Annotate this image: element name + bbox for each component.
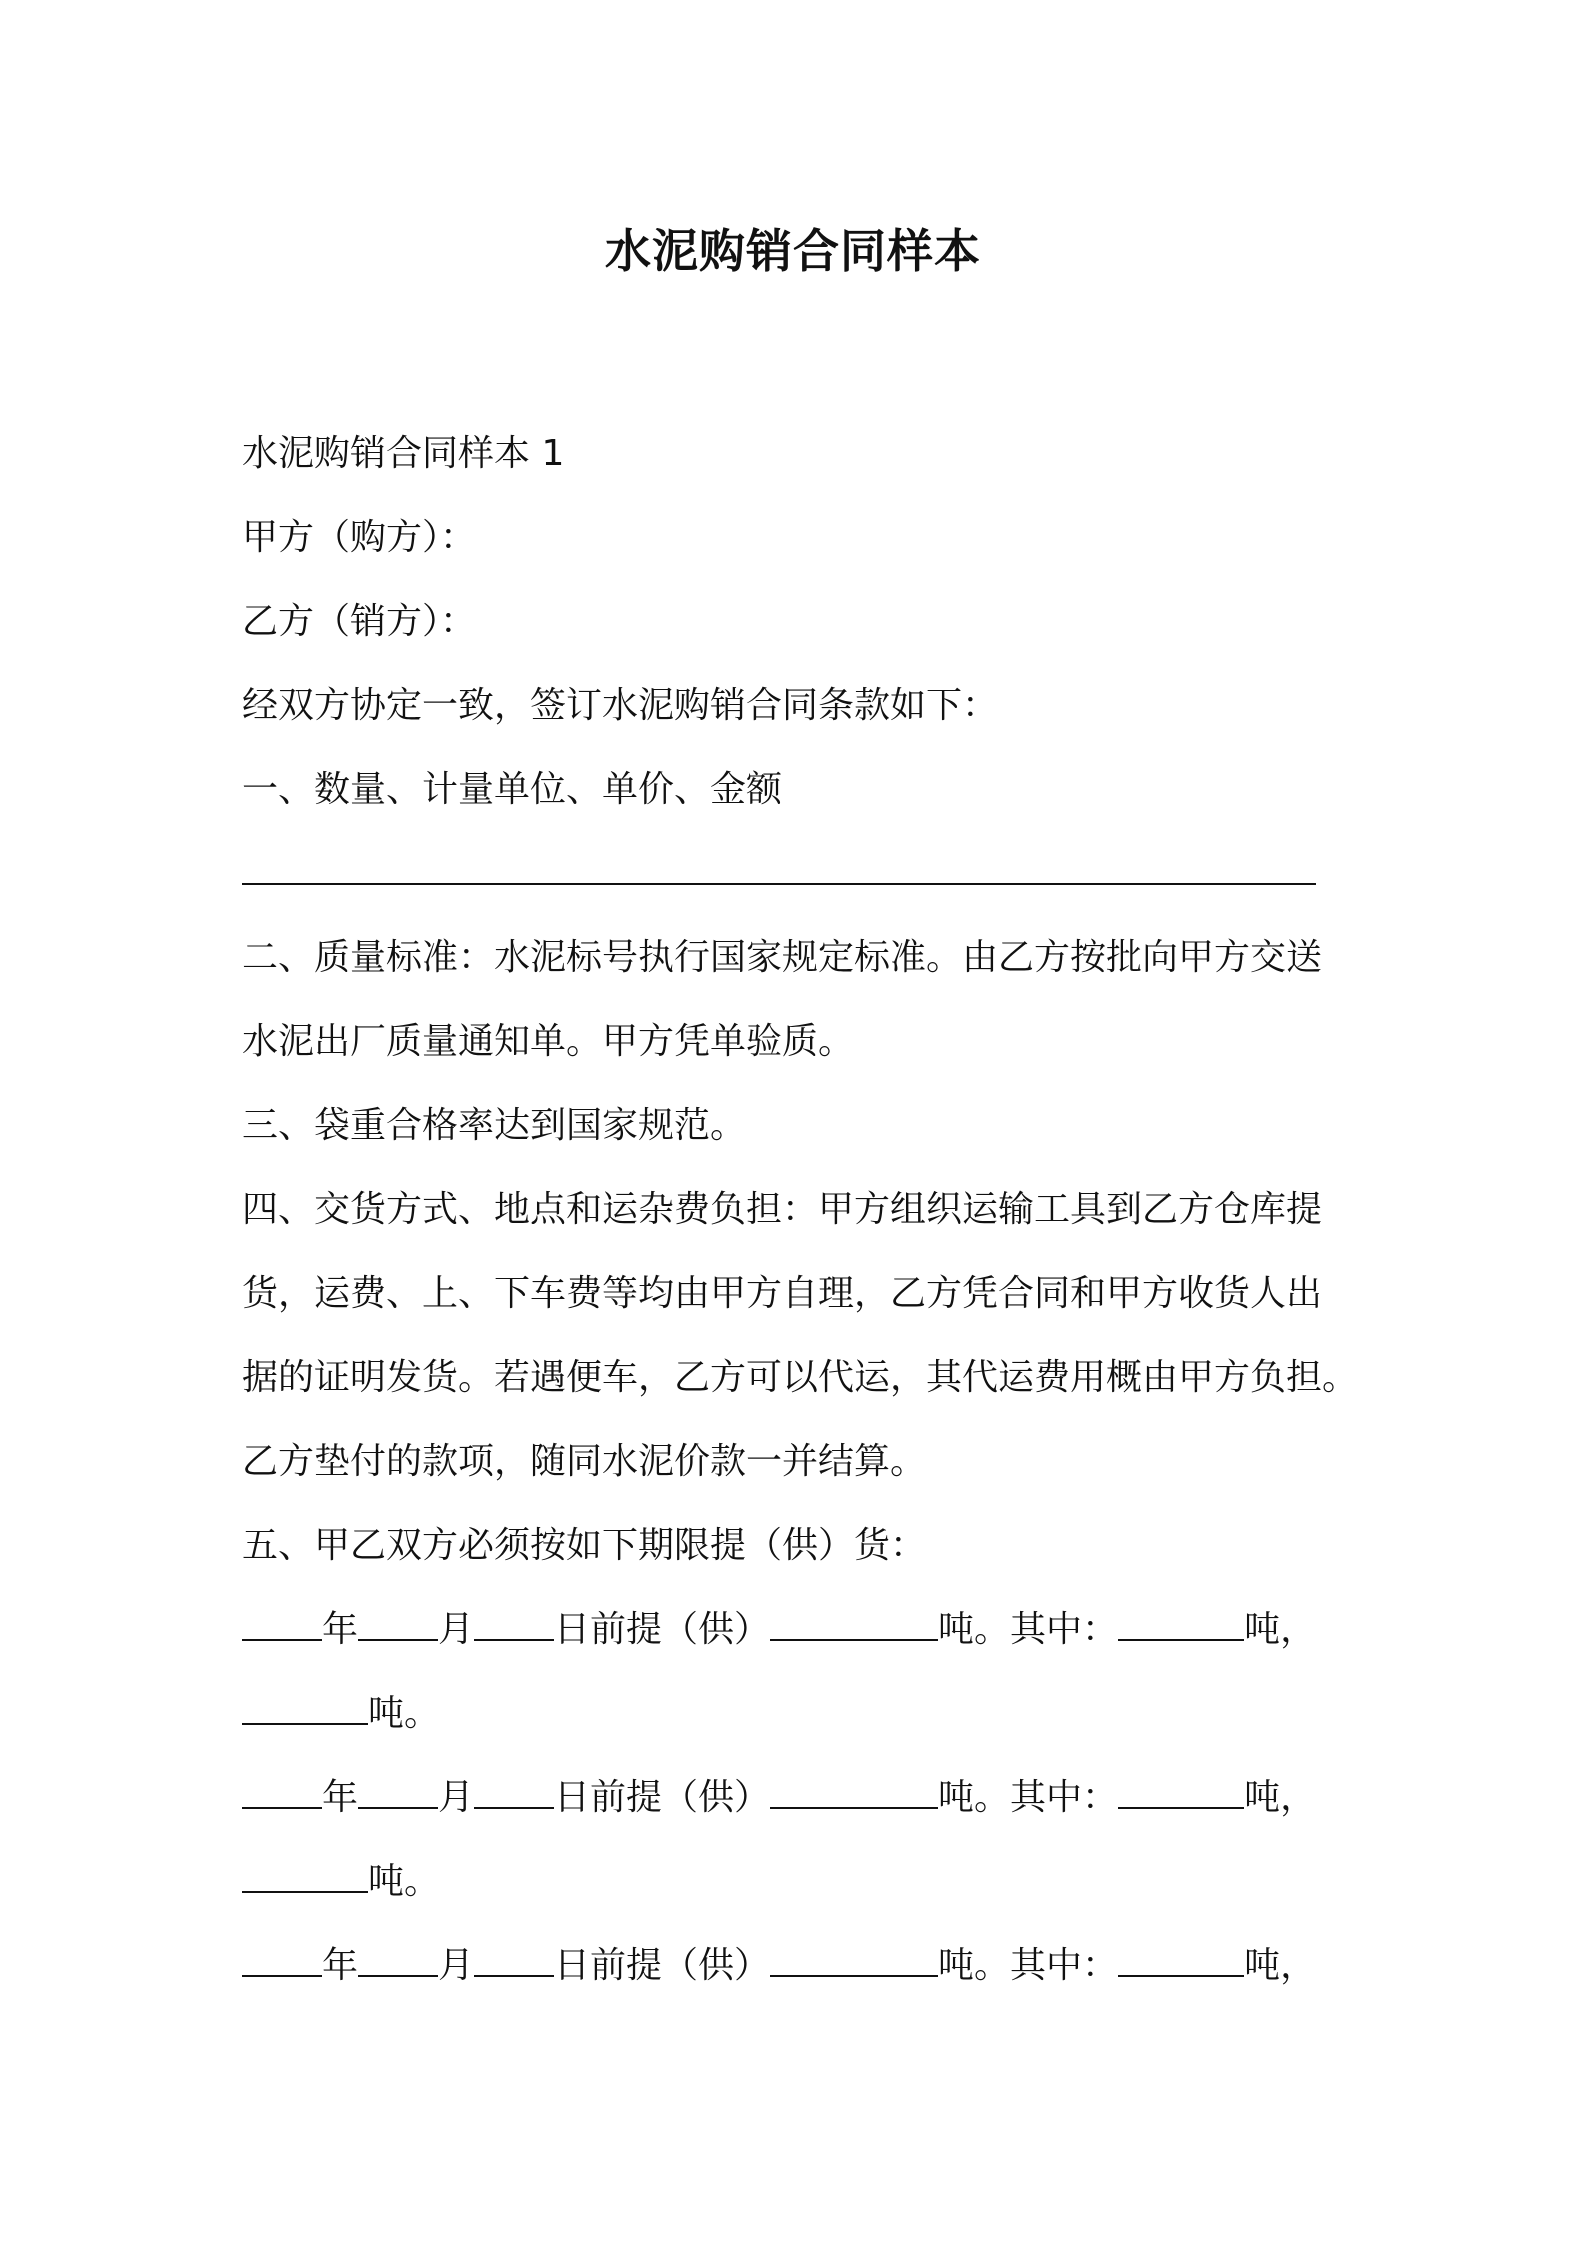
tons-end-label: 吨。 xyxy=(368,1861,441,1902)
fill-in-rule xyxy=(242,843,1316,885)
tons-part-blank xyxy=(1118,1777,1244,1809)
tons-part-blank xyxy=(1118,1609,1244,1641)
tons-comma-label: 吨， xyxy=(1244,1609,1317,1650)
party-a-line: 甲方（购方）： xyxy=(242,517,477,558)
clause-1: 一、数量、计量单位、单价、金额 xyxy=(242,769,783,810)
tons-comma-label: 吨， xyxy=(1244,1945,1317,1986)
day-label: 日前提（供） xyxy=(554,1777,771,1818)
schedule-row-1-cont xyxy=(242,1672,1362,1756)
tons-part-blank xyxy=(242,1861,368,1893)
tons-among-label: 吨。其中： xyxy=(938,1945,1119,1986)
tons-comma-label: 吨， xyxy=(1244,1777,1317,1818)
clause-2-line-1: 二、质量标准：水泥标号执行国家规定标准。由乙方按批向甲方交送 xyxy=(242,937,1323,978)
year-label: 年 xyxy=(322,1609,359,1650)
year-label: 年 xyxy=(322,1777,359,1818)
clause-4-line-3: 据的证明发货。若遇便车，乙方可以代运，其代运费用概由甲方负担。 xyxy=(242,1357,1359,1398)
month-blank xyxy=(358,1777,438,1809)
day-blank xyxy=(474,1945,554,1977)
document-title: 水泥购销合同样本 xyxy=(605,224,981,278)
clause-4-line-2: 货，运费、上、下车费等均由甲方自理，乙方凭合同和甲方收货人出 xyxy=(242,1273,1323,1314)
year-blank xyxy=(242,1777,322,1809)
blank-rule-line xyxy=(242,832,1362,916)
day-label: 日前提（供） xyxy=(554,1945,771,1986)
clause-5: 五、甲乙双方必须按如下期限提（供）货： xyxy=(242,1525,927,1566)
tons-part-blank xyxy=(242,1693,368,1725)
tons-among-label: 吨。其中： xyxy=(938,1609,1119,1650)
schedule-row-3 xyxy=(242,1924,1362,2008)
month-blank xyxy=(358,1609,438,1641)
month-label: 月 xyxy=(438,1777,475,1818)
tons-blank xyxy=(770,1777,938,1809)
day-blank xyxy=(474,1777,554,1809)
day-blank xyxy=(474,1609,554,1641)
document-body xyxy=(242,412,1362,2008)
schedule-row-1 xyxy=(242,1588,1362,1672)
month-blank xyxy=(358,1945,438,1977)
tons-blank xyxy=(770,1609,938,1641)
intro-line: 经双方协定一致，签订水泥购销合同条款如下： xyxy=(242,685,999,726)
tons-among-label: 吨。其中： xyxy=(938,1777,1119,1818)
year-label: 年 xyxy=(322,1945,359,1986)
day-label: 日前提（供） xyxy=(554,1609,771,1650)
clause-3: 三、袋重合格率达到国家规范。 xyxy=(242,1105,747,1146)
month-label: 月 xyxy=(438,1945,475,1986)
tons-end-label: 吨。 xyxy=(368,1693,441,1734)
party-b-line: 乙方（销方）： xyxy=(242,601,477,642)
year-blank xyxy=(242,1609,322,1641)
month-label: 月 xyxy=(438,1609,475,1650)
clause-2-line-2: 水泥出厂质量通知单。甲方凭单验质。 xyxy=(242,1021,855,1062)
year-blank xyxy=(242,1945,322,1977)
tons-part-blank xyxy=(1118,1945,1244,1977)
clause-4-line-1: 四、交货方式、地点和运杂费负担：甲方组织运输工具到乙方仓库提 xyxy=(242,1189,1323,1230)
tons-blank xyxy=(770,1945,938,1977)
clause-4-line-4: 乙方垫付的款项，随同水泥价款一并结算。 xyxy=(242,1441,927,1482)
schedule-row-2 xyxy=(242,1756,1362,1840)
schedule-row-2-cont xyxy=(242,1840,1362,1924)
contract-subtitle: 水泥购销合同样本 1 xyxy=(242,433,565,474)
